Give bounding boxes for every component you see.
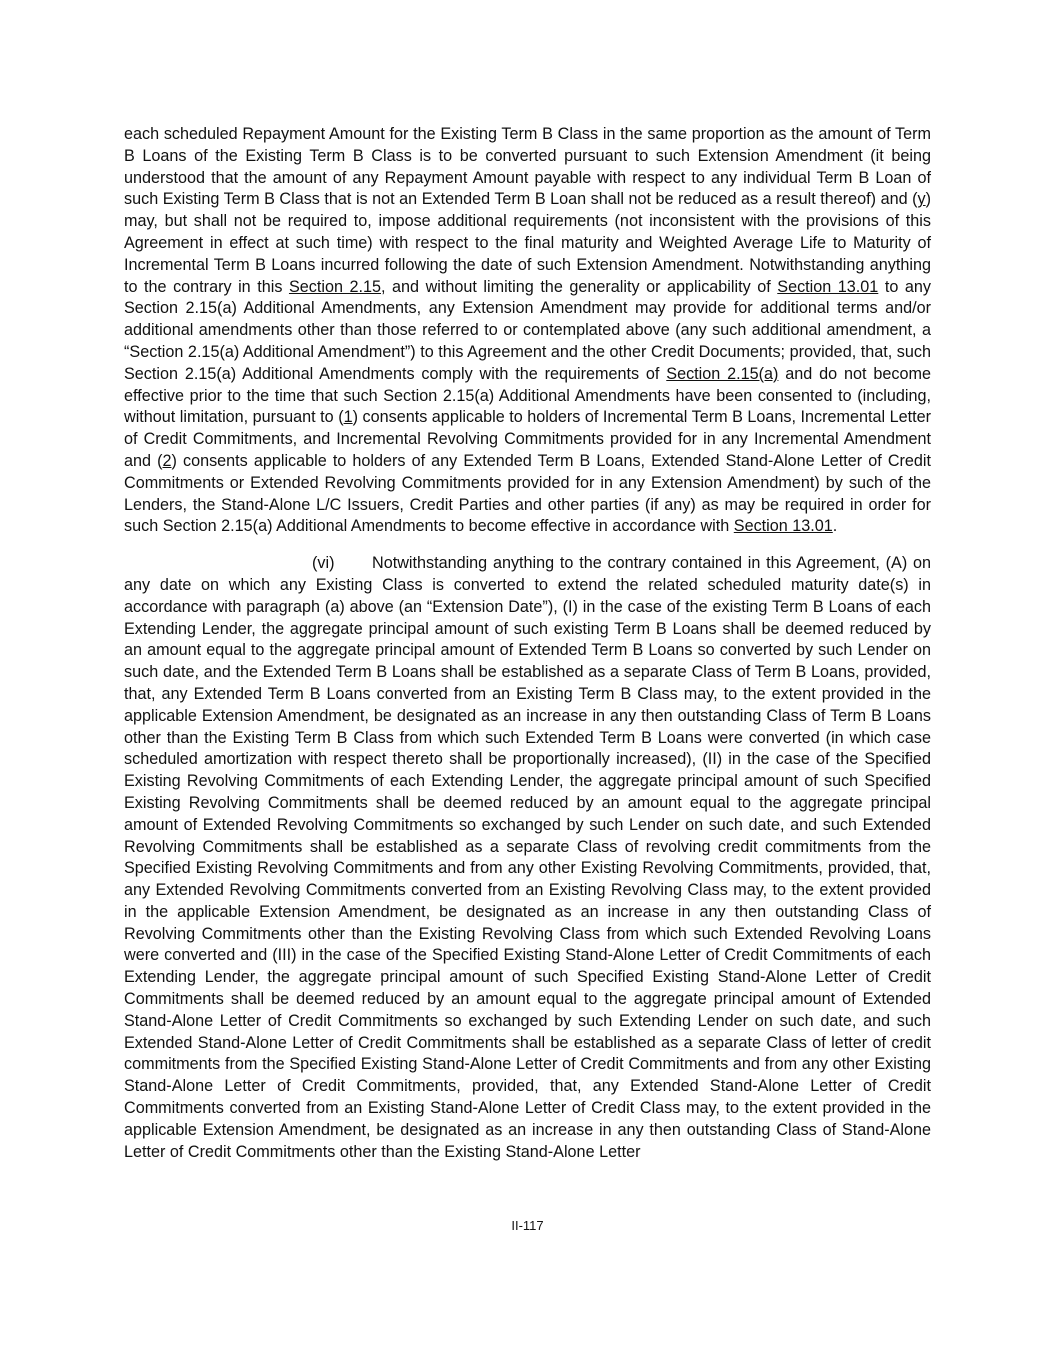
paragraph-number: (vi) (312, 554, 335, 573)
text-run: and do not become effective prior to the time that such Section 2.15(a) Additional Amendments have been consented to (including, without limitation, pursuant to ( (124, 364, 931, 427)
text-run: , and without limiting the generality or applicability of (381, 277, 778, 296)
clause-y: y (917, 190, 926, 209)
paragraph-vi (124, 553, 931, 1163)
section-13-01-link[interactable]: Section 13.01 (777, 277, 879, 296)
section-13-01-link[interactable]: Section 13.01 (733, 517, 833, 536)
section-2-15a-link[interactable]: Section 2.15(a) (666, 364, 779, 383)
page-number: II-117 (511, 1218, 544, 1233)
document-body (124, 124, 931, 1163)
paragraph-continuation (124, 124, 931, 538)
section-2-15-link[interactable]: Section 2.15 (288, 277, 381, 296)
text-run: each scheduled Repayment Amount for the Existing Term B Class in the same proportion as the amount of Term B Loans of the Existing Term B Class is to be converted pursuant to such Extension Amendment (it being understood that the amount of any Repayment Amount payable with respect to any individual Term B Loan of such Existing Term B Class that is not an Extended Term B Loan shall not be reduced as a result thereof) and ( (124, 125, 931, 209)
clause-2: 2 (162, 451, 172, 470)
text-run: ) consents applicable to holders of Incremental Term B Loans, Incremental Letter of Credit Commitments, and Incremental Revolving Commitments provided for in any Incremental Amendment and ( (124, 408, 931, 470)
clause-1: 1 (343, 408, 353, 427)
text-run: . (832, 517, 838, 536)
paragraph-text: Notwithstanding anything to the contrary contained in this Agreement, (A) on any date on which any Existing Class is converted to extend the related scheduled maturity date(s) in accordance with paragraph (a) above (an “Extension Date”), (I) in the case of the existing Term B Loans of each Extending Lender, the aggregate principal amount of such existing Term B Loans shall be deemed reduced by an amount equal to the aggregate principal amount of Extended Term B Loans so converted by such Lender on such date, and the Extended Term B Loans shall be established as a separate Class of Term B Loans, provided, that, any Extended Term B Loans converted from an Existing Term B Class may, to the extent provided in the applicable Extension Amendment, be designated as an increase in any then outstanding Class of Term B Loans other than the Existing Term B Class from which such Extended Term B Loans were converted (in which case scheduled amortization with respect thereto shall be proportionally increased), (II) in the case of the Specified Existing Revolving Commitments of each Extending Lender, the aggregate principal amount of such Specified Existing Revolving Commitments shall be deemed reduced by an amount equal to the aggregate principal amount of Extended Revolving Commitments so exchanged by such Lender on such date, and such Extended Revolving Commitments shall be established as a separate Class of revolving credit commitments from the Specified Existing Revolving Commitments and from any other Existing Revolving Commitments, provided, that, any Extended Revolving Commitments converted from an Existing Revolving Class may, to the extent provided in the applicable Extension Amendment, be designated as an increase in any then outstanding Class of Revolving Commitments other than the Existing Revolving Class from which such Extended Revolving Loans were converted and (III) in the case of the Specified Existing Stand-Alone Letter of Credit Commitments of each Extending Lender, the aggregate principal amount of such Specified Existing Stand-Alone Letter of Credit Commitments shall be deemed reduced by an amount equal to the aggregate principal amount of Extended Stand-Alone Letter of Credit Commitments so exchanged by such Extending Lender on such date, and such Extended Stand-Alone Letter of Credit Commitments shall be established as a separate Class of letter of credit commitments from the Specified Existing Stand-Alone Letter of Credit Commitments and from any other Existing Stand-Alone Letter of Credit Commitments, provided, that, any Extended Stand-Alone Letter of Credit Commitments converted from an Existing Stand-Alone Letter of Credit Class may, to the extent provided in the applicable Extension Amendment, be designated as an increase in any then outstanding Class of Stand-Alone Letter of Credit Commitments other than the Existing Stand-Alone Letter (124, 554, 931, 1161)
text-run: to any Section 2.15(a) Additional Amendments, any Extension Amendment may provide for additional terms and/or additional amendments other than those referred to or contemplated above (any such additional amendment, a “Section 2.15(a) Additional Amendment”) to this Agreement and the other Credit Documents; provided, that, such Section 2.15(a) Additional Amendments comply with the requirements of (124, 277, 931, 383)
text-run: ) may, but shall not be required to, impose additional requirements (not inconsistent with the provisions of this Agreement in effect at such time) with respect to the final maturity and Weighted Average Life to Maturity of Incremental Term B Loans incurred following the date of such Extension Amendment. Notwithstanding anything to the contrary in this (124, 190, 931, 296)
text-run: ) consents applicable to holders of any Extended Term B Loans, Extended Stand-Alone Letter of Credit Commitments or Extended Revolving Commitments provided for in any Extension Amendment) by such of the Lenders, the Stand-Alone L/C Issuers, Credit Parties and other parties (if any) as may be required in order for such Section 2.15(a) Additional Amendments to become effective in accordance with (124, 451, 931, 536)
